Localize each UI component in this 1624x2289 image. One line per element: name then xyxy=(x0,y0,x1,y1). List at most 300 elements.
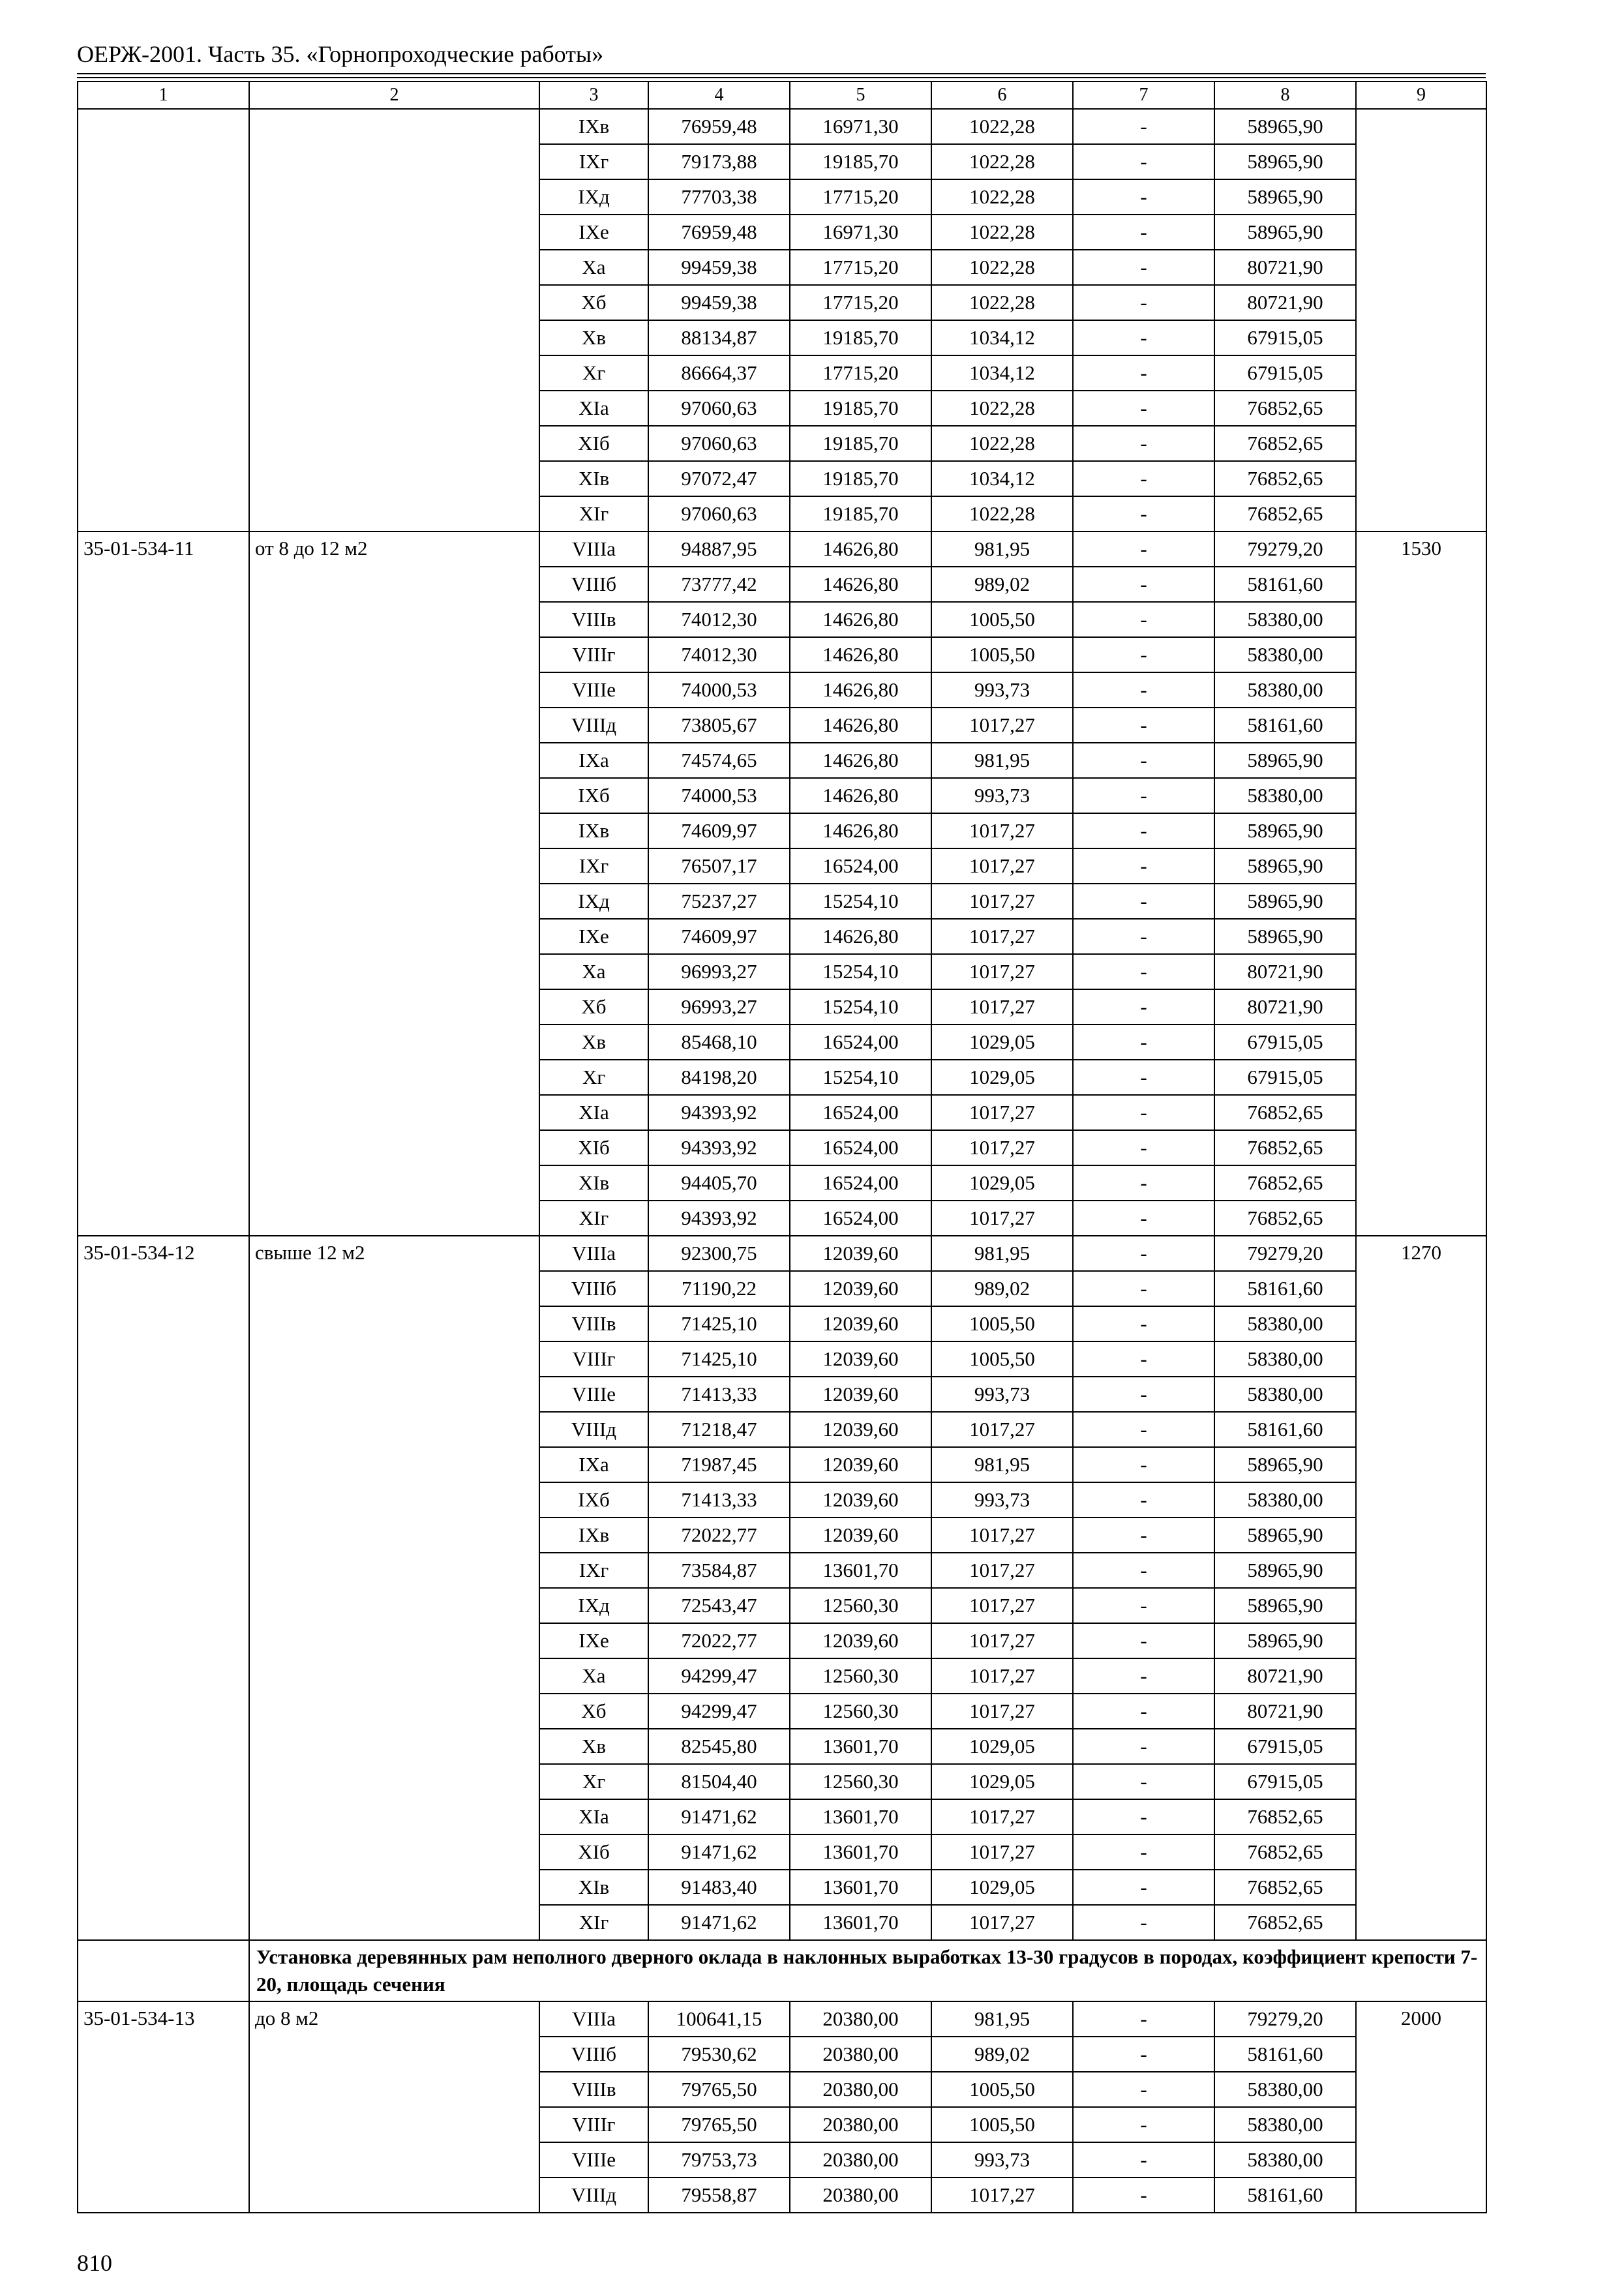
table-cell: 72543,47 xyxy=(648,1588,790,1623)
table-row xyxy=(78,2001,1486,2037)
table-cell: 17715,20 xyxy=(790,250,931,285)
section-title-row xyxy=(78,1940,1486,2001)
table-cell: 96993,27 xyxy=(648,954,790,989)
table-cell: - xyxy=(1073,1025,1214,1060)
table-cell: 79753,73 xyxy=(648,2142,790,2177)
table-cell: 16524,00 xyxy=(790,1165,931,1201)
table-cell: 88134,87 xyxy=(648,320,790,355)
rate-code xyxy=(78,109,249,531)
table-cell: 58380,00 xyxy=(1214,1377,1356,1412)
table-cell: 58380,00 xyxy=(1214,2072,1356,2107)
rate-description: свыше 12 м2 xyxy=(249,1236,539,1940)
table-cell: 981,95 xyxy=(931,1447,1073,1482)
table-cell: Xг xyxy=(539,1764,648,1799)
table-cell: 58965,90 xyxy=(1214,1623,1356,1658)
table-cell: 1029,05 xyxy=(931,1764,1073,1799)
table-cell: 989,02 xyxy=(931,567,1073,602)
table-cell: Xа xyxy=(539,954,648,989)
table-cell: 94393,92 xyxy=(648,1095,790,1130)
table-cell: - xyxy=(1073,461,1214,496)
table-cell: 72022,77 xyxy=(648,1623,790,1658)
table-cell: - xyxy=(1073,250,1214,285)
table-cell: 1017,27 xyxy=(931,813,1073,848)
table-cell: 20380,00 xyxy=(790,2001,931,2037)
table-cell: 16524,00 xyxy=(790,1130,931,1165)
table-cell: 74609,97 xyxy=(648,919,790,954)
table-cell: IXа xyxy=(539,1447,648,1482)
table-row xyxy=(78,1236,1486,1271)
table-cell: 12039,60 xyxy=(790,1341,931,1377)
table-cell: - xyxy=(1073,567,1214,602)
table-cell: - xyxy=(1073,743,1214,778)
table-cell: 71987,45 xyxy=(648,1447,790,1482)
table-cell: - xyxy=(1073,1518,1214,1553)
table-cell: 16524,00 xyxy=(790,1025,931,1060)
table-cell: 75237,27 xyxy=(648,884,790,919)
table-cell: 96993,27 xyxy=(648,989,790,1025)
table-cell: 79173,88 xyxy=(648,144,790,179)
table-cell: 58965,90 xyxy=(1214,813,1356,848)
table-cell: 12560,30 xyxy=(790,1694,931,1729)
table-row xyxy=(78,531,1486,567)
table-cell: VIIIб xyxy=(539,2037,648,2072)
table-cell: IXе xyxy=(539,919,648,954)
table-cell: - xyxy=(1073,1588,1214,1623)
table-cell: VIIIв xyxy=(539,602,648,637)
table-cell: - xyxy=(1073,637,1214,672)
table-cell: - xyxy=(1073,1341,1214,1377)
table-cell: VIIIд xyxy=(539,1412,648,1447)
table-cell: 1022,28 xyxy=(931,144,1073,179)
table-cell: VIIIе xyxy=(539,672,648,708)
table-cell: - xyxy=(1073,1623,1214,1658)
table-cell: - xyxy=(1073,179,1214,215)
table-cell: 15254,10 xyxy=(790,989,931,1025)
table-cell: VIIIд xyxy=(539,2177,648,2213)
table-cell: 58965,90 xyxy=(1214,743,1356,778)
table-row xyxy=(78,109,1486,144)
table-cell: 12039,60 xyxy=(790,1236,931,1271)
table-cell: - xyxy=(1073,1095,1214,1130)
table-cell: 73584,87 xyxy=(648,1553,790,1588)
table-cell: IXе xyxy=(539,1623,648,1658)
table-cell: 12039,60 xyxy=(790,1306,931,1341)
table-cell: Xа xyxy=(539,250,648,285)
table-cell: 12039,60 xyxy=(790,1377,931,1412)
table-cell: XIб xyxy=(539,1130,648,1165)
table-cell: 58965,90 xyxy=(1214,1518,1356,1553)
table-cell: 989,02 xyxy=(931,2037,1073,2072)
table-cell: Xв xyxy=(539,320,648,355)
table-cell: 99459,38 xyxy=(648,250,790,285)
table-cell: 99459,38 xyxy=(648,285,790,320)
table-cell: VIIIб xyxy=(539,567,648,602)
table-cell: 81504,40 xyxy=(648,1764,790,1799)
table-cell: - xyxy=(1073,2142,1214,2177)
table-cell: 14626,80 xyxy=(790,743,931,778)
table-cell: 1022,28 xyxy=(931,391,1073,426)
table-cell: 97072,47 xyxy=(648,461,790,496)
table-cell: 91471,62 xyxy=(648,1905,790,1940)
table-cell: 58161,60 xyxy=(1214,567,1356,602)
table-cell: 67915,05 xyxy=(1214,1764,1356,1799)
table-cell: 15254,10 xyxy=(790,1060,931,1095)
table-cell: 76852,65 xyxy=(1214,461,1356,496)
header-rule-second xyxy=(77,77,1486,78)
table-cell: 19185,70 xyxy=(790,391,931,426)
table-cell: 20380,00 xyxy=(790,2107,931,2142)
table-cell: VIIIг xyxy=(539,1341,648,1377)
table-cell: - xyxy=(1073,355,1214,391)
table-cell: 1017,27 xyxy=(931,1799,1073,1834)
table-cell: - xyxy=(1073,1834,1214,1870)
table-cell: IXг xyxy=(539,848,648,884)
table-cell: 1029,05 xyxy=(931,1060,1073,1095)
table-cell: 12039,60 xyxy=(790,1447,931,1482)
column-number-cell: 8 xyxy=(1214,82,1356,109)
table-cell: - xyxy=(1073,778,1214,813)
table-cell: - xyxy=(1073,1729,1214,1764)
table-cell: 14626,80 xyxy=(790,813,931,848)
table-cell: 13601,70 xyxy=(790,1553,931,1588)
table-cell: - xyxy=(1073,1306,1214,1341)
table-cell: 86664,37 xyxy=(648,355,790,391)
table-cell: - xyxy=(1073,2107,1214,2142)
table-cell: 13601,70 xyxy=(790,1870,931,1905)
table-cell: Xв xyxy=(539,1025,648,1060)
table-cell: 12039,60 xyxy=(790,1623,931,1658)
rate-code: 35-01-534-13 xyxy=(78,2001,249,2213)
table-cell: 58380,00 xyxy=(1214,2107,1356,2142)
table-cell: 1022,28 xyxy=(931,179,1073,215)
table-cell: 79765,50 xyxy=(648,2107,790,2142)
table-cell: 1017,27 xyxy=(931,954,1073,989)
table-cell: 1029,05 xyxy=(931,1025,1073,1060)
table-cell: IXв xyxy=(539,1518,648,1553)
table-cell: 79279,20 xyxy=(1214,1236,1356,1271)
table-cell: - xyxy=(1073,1377,1214,1412)
table-cell: 1017,27 xyxy=(931,1623,1073,1658)
table-cell: XIв xyxy=(539,1870,648,1905)
table-cell: 76852,65 xyxy=(1214,1201,1356,1236)
table-cell: - xyxy=(1073,1271,1214,1306)
table-cell: - xyxy=(1073,144,1214,179)
table-cell: 58161,60 xyxy=(1214,2177,1356,2213)
table-cell: Xб xyxy=(539,1694,648,1729)
table-cell: 58965,90 xyxy=(1214,919,1356,954)
table-cell: 14626,80 xyxy=(790,531,931,567)
table-cell: 74012,30 xyxy=(648,602,790,637)
table-cell: 97060,63 xyxy=(648,391,790,426)
table-cell: XIг xyxy=(539,1201,648,1236)
column-9-value: 2000 xyxy=(1356,2001,1486,2213)
table-cell: 16524,00 xyxy=(790,848,931,884)
table-cell: - xyxy=(1073,1060,1214,1095)
table-cell: 1017,27 xyxy=(931,1905,1073,1940)
table-cell: 17715,20 xyxy=(790,355,931,391)
table-cell: 993,73 xyxy=(931,778,1073,813)
table-cell: 15254,10 xyxy=(790,954,931,989)
table-cell: 82545,80 xyxy=(648,1729,790,1764)
header-rule xyxy=(77,73,1486,74)
table-cell: 58380,00 xyxy=(1214,1306,1356,1341)
table-cell: - xyxy=(1073,672,1214,708)
table-cell: - xyxy=(1073,2177,1214,2213)
table-cell: 1005,50 xyxy=(931,2107,1073,2142)
table-cell: 993,73 xyxy=(931,2142,1073,2177)
table-cell: 71425,10 xyxy=(648,1306,790,1341)
table-cell: 79530,62 xyxy=(648,2037,790,2072)
table-cell: 12560,30 xyxy=(790,1764,931,1799)
table-cell: 1017,27 xyxy=(931,989,1073,1025)
table-cell: 14626,80 xyxy=(790,602,931,637)
table-cell: 1017,27 xyxy=(931,1518,1073,1553)
table-cell: - xyxy=(1073,708,1214,743)
page-number: 810 xyxy=(77,2250,112,2276)
table-cell: 58161,60 xyxy=(1214,708,1356,743)
table-cell: 993,73 xyxy=(931,1377,1073,1412)
table-cell: 989,02 xyxy=(931,1271,1073,1306)
table-cell: 1005,50 xyxy=(931,602,1073,637)
table-cell: 1017,27 xyxy=(931,2177,1073,2213)
table-cell: - xyxy=(1073,1447,1214,1482)
table-cell: 94299,47 xyxy=(648,1658,790,1694)
table-cell: 19185,70 xyxy=(790,320,931,355)
table-cell: 14626,80 xyxy=(790,567,931,602)
section-empty-cell xyxy=(78,1940,249,2001)
table-cell: 19185,70 xyxy=(790,461,931,496)
table-cell: IXе xyxy=(539,215,648,250)
rates-table-body xyxy=(78,82,1486,2213)
table-cell: 80721,90 xyxy=(1214,250,1356,285)
table-cell: 17715,20 xyxy=(790,285,931,320)
table-cell: 58965,90 xyxy=(1214,179,1356,215)
column-9-value: 1270 xyxy=(1356,1236,1486,1940)
table-cell: XIа xyxy=(539,391,648,426)
table-cell: 58965,90 xyxy=(1214,144,1356,179)
table-cell: Xв xyxy=(539,1729,648,1764)
table-cell: 20380,00 xyxy=(790,2037,931,2072)
table-cell: 74574,65 xyxy=(648,743,790,778)
rate-description: до 8 м2 xyxy=(249,2001,539,2213)
table-cell: 1022,28 xyxy=(931,285,1073,320)
table-cell: 16524,00 xyxy=(790,1201,931,1236)
table-cell: 67915,05 xyxy=(1214,1025,1356,1060)
table-cell: 84198,20 xyxy=(648,1060,790,1095)
table-cell: - xyxy=(1073,1201,1214,1236)
table-cell: 981,95 xyxy=(931,1236,1073,1271)
table-cell: 74609,97 xyxy=(648,813,790,848)
table-cell: 1017,27 xyxy=(931,848,1073,884)
rate-code: 35-01-534-12 xyxy=(78,1236,249,1940)
table-cell: 1034,12 xyxy=(931,320,1073,355)
table-cell: IXв xyxy=(539,813,648,848)
table-cell: 993,73 xyxy=(931,1482,1073,1518)
table-cell: VIIIв xyxy=(539,1306,648,1341)
table-cell: Xб xyxy=(539,285,648,320)
table-cell: 80721,90 xyxy=(1214,989,1356,1025)
table-cell: 94887,95 xyxy=(648,531,790,567)
table-cell: 12560,30 xyxy=(790,1588,931,1623)
table-cell: 58380,00 xyxy=(1214,2142,1356,2177)
table-cell: 17715,20 xyxy=(790,179,931,215)
table-cell: 71218,47 xyxy=(648,1412,790,1447)
page-header-title: ОЕРЖ-2001. Часть 35. «Горнопроходческие работы» xyxy=(77,41,604,67)
table-cell: - xyxy=(1073,989,1214,1025)
table-cell: VIIIг xyxy=(539,637,648,672)
table-cell: 15254,10 xyxy=(790,884,931,919)
table-cell: XIв xyxy=(539,461,648,496)
table-cell: 94299,47 xyxy=(648,1694,790,1729)
table-cell: 91471,62 xyxy=(648,1799,790,1834)
table-cell: 16971,30 xyxy=(790,109,931,144)
table-cell: 1017,27 xyxy=(931,1130,1073,1165)
table-cell: 76852,65 xyxy=(1214,1905,1356,1940)
table-cell: - xyxy=(1073,496,1214,531)
table-cell: 58161,60 xyxy=(1214,2037,1356,2072)
table-cell: 76852,65 xyxy=(1214,1870,1356,1905)
column-number-cell: 9 xyxy=(1356,82,1486,109)
table-cell: 1022,28 xyxy=(931,496,1073,531)
column-number-cell: 6 xyxy=(931,82,1073,109)
table-cell: 76852,65 xyxy=(1214,391,1356,426)
table-cell: - xyxy=(1073,602,1214,637)
table-cell: 13601,70 xyxy=(790,1834,931,1870)
table-cell: 13601,70 xyxy=(790,1799,931,1834)
table-cell: 73777,42 xyxy=(648,567,790,602)
table-cell: XIа xyxy=(539,1799,648,1834)
table-cell: IXг xyxy=(539,1553,648,1588)
table-cell: 91471,62 xyxy=(648,1834,790,1870)
table-cell: 58965,90 xyxy=(1214,848,1356,884)
table-cell: IXг xyxy=(539,144,648,179)
table-cell: 58380,00 xyxy=(1214,602,1356,637)
table-cell: 79765,50 xyxy=(648,2072,790,2107)
table-cell: 58380,00 xyxy=(1214,637,1356,672)
table-cell: 58380,00 xyxy=(1214,1482,1356,1518)
table-cell: 76959,48 xyxy=(648,215,790,250)
table-cell: 71413,33 xyxy=(648,1482,790,1518)
table-cell: Xа xyxy=(539,1658,648,1694)
table-cell: Xб xyxy=(539,989,648,1025)
table-cell: - xyxy=(1073,919,1214,954)
table-cell: IXд xyxy=(539,884,648,919)
table-cell: - xyxy=(1073,1870,1214,1905)
table-cell: 981,95 xyxy=(931,743,1073,778)
table-cell: 58965,90 xyxy=(1214,884,1356,919)
table-cell: 58380,00 xyxy=(1214,672,1356,708)
table-cell: 100641,15 xyxy=(648,2001,790,2037)
table-cell: 76852,65 xyxy=(1214,496,1356,531)
table-cell: 80721,90 xyxy=(1214,1694,1356,1729)
table-cell: 79279,20 xyxy=(1214,2001,1356,2037)
table-cell: IXд xyxy=(539,179,648,215)
table-cell: 74000,53 xyxy=(648,778,790,813)
table-cell: 76852,65 xyxy=(1214,1095,1356,1130)
table-cell: - xyxy=(1073,215,1214,250)
table-cell: 94393,92 xyxy=(648,1130,790,1165)
table-cell: 71190,22 xyxy=(648,1271,790,1306)
table-cell: 67915,05 xyxy=(1214,320,1356,355)
table-cell: 1017,27 xyxy=(931,1694,1073,1729)
table-cell: IXа xyxy=(539,743,648,778)
table-cell: 1022,28 xyxy=(931,109,1073,144)
table-cell: 67915,05 xyxy=(1214,1729,1356,1764)
table-cell: - xyxy=(1073,2072,1214,2107)
column-9-value: 1530 xyxy=(1356,531,1486,1236)
rate-code: 35-01-534-11 xyxy=(78,531,249,1236)
table-cell: 67915,05 xyxy=(1214,1060,1356,1095)
table-cell: IXв xyxy=(539,109,648,144)
table-cell: - xyxy=(1073,285,1214,320)
table-cell: 14626,80 xyxy=(790,778,931,813)
table-cell: - xyxy=(1073,426,1214,461)
table-cell: - xyxy=(1073,1236,1214,1271)
table-cell: 58965,90 xyxy=(1214,215,1356,250)
table-cell: 12560,30 xyxy=(790,1658,931,1694)
table-cell: 13601,70 xyxy=(790,1729,931,1764)
table-cell: 993,73 xyxy=(931,672,1073,708)
table-cell: - xyxy=(1073,109,1214,144)
column-number-cell: 1 xyxy=(78,82,249,109)
table-cell: Xг xyxy=(539,1060,648,1095)
rate-description xyxy=(249,109,539,531)
table-cell: - xyxy=(1073,1905,1214,1940)
table-cell: 73805,67 xyxy=(648,708,790,743)
table-cell: 58380,00 xyxy=(1214,1341,1356,1377)
table-cell: 1022,28 xyxy=(931,215,1073,250)
table-cell: 981,95 xyxy=(931,2001,1073,2037)
table-cell: XIг xyxy=(539,1905,648,1940)
table-cell: VIIIе xyxy=(539,2142,648,2177)
table-cell: 76852,65 xyxy=(1214,1165,1356,1201)
column-9-value xyxy=(1356,109,1486,531)
table-cell: 76852,65 xyxy=(1214,1130,1356,1165)
table-cell: 80721,90 xyxy=(1214,954,1356,989)
table-cell: - xyxy=(1073,1799,1214,1834)
table-cell: 58161,60 xyxy=(1214,1412,1356,1447)
table-cell: XIа xyxy=(539,1095,648,1130)
rates-table xyxy=(77,81,1487,2213)
table-cell: 1022,28 xyxy=(931,426,1073,461)
table-cell: 12039,60 xyxy=(790,1482,931,1518)
table-cell: - xyxy=(1073,1553,1214,1588)
column-number-cell: 7 xyxy=(1073,82,1214,109)
table-cell: VIIIа xyxy=(539,1236,648,1271)
table-cell: 1029,05 xyxy=(931,1729,1073,1764)
table-cell: - xyxy=(1073,531,1214,567)
table-cell: - xyxy=(1073,1764,1214,1799)
table-cell: 74012,30 xyxy=(648,637,790,672)
rate-description: от 8 до 12 м2 xyxy=(249,531,539,1236)
table-cell: - xyxy=(1073,1165,1214,1201)
table-cell: XIв xyxy=(539,1165,648,1201)
table-cell: 1017,27 xyxy=(931,1095,1073,1130)
table-cell: VIIIг xyxy=(539,2107,648,2142)
table-cell: XIг xyxy=(539,496,648,531)
table-cell: 92300,75 xyxy=(648,1236,790,1271)
table-cell: 94393,92 xyxy=(648,1201,790,1236)
table-cell: 1017,27 xyxy=(931,919,1073,954)
table-cell: - xyxy=(1073,848,1214,884)
table-cell: 1017,27 xyxy=(931,1553,1073,1588)
table-cell: 12039,60 xyxy=(790,1271,931,1306)
table-cell: 12039,60 xyxy=(790,1412,931,1447)
table-cell: 58161,60 xyxy=(1214,1271,1356,1306)
section-title: Установка деревянных рам неполного дверного оклада в наклонных выработках 13-30 градусов в породах, коэффициент крепости 7-20, площадь сечения xyxy=(249,1940,1486,2001)
table-cell: 76852,65 xyxy=(1214,426,1356,461)
table-cell: 71413,33 xyxy=(648,1377,790,1412)
